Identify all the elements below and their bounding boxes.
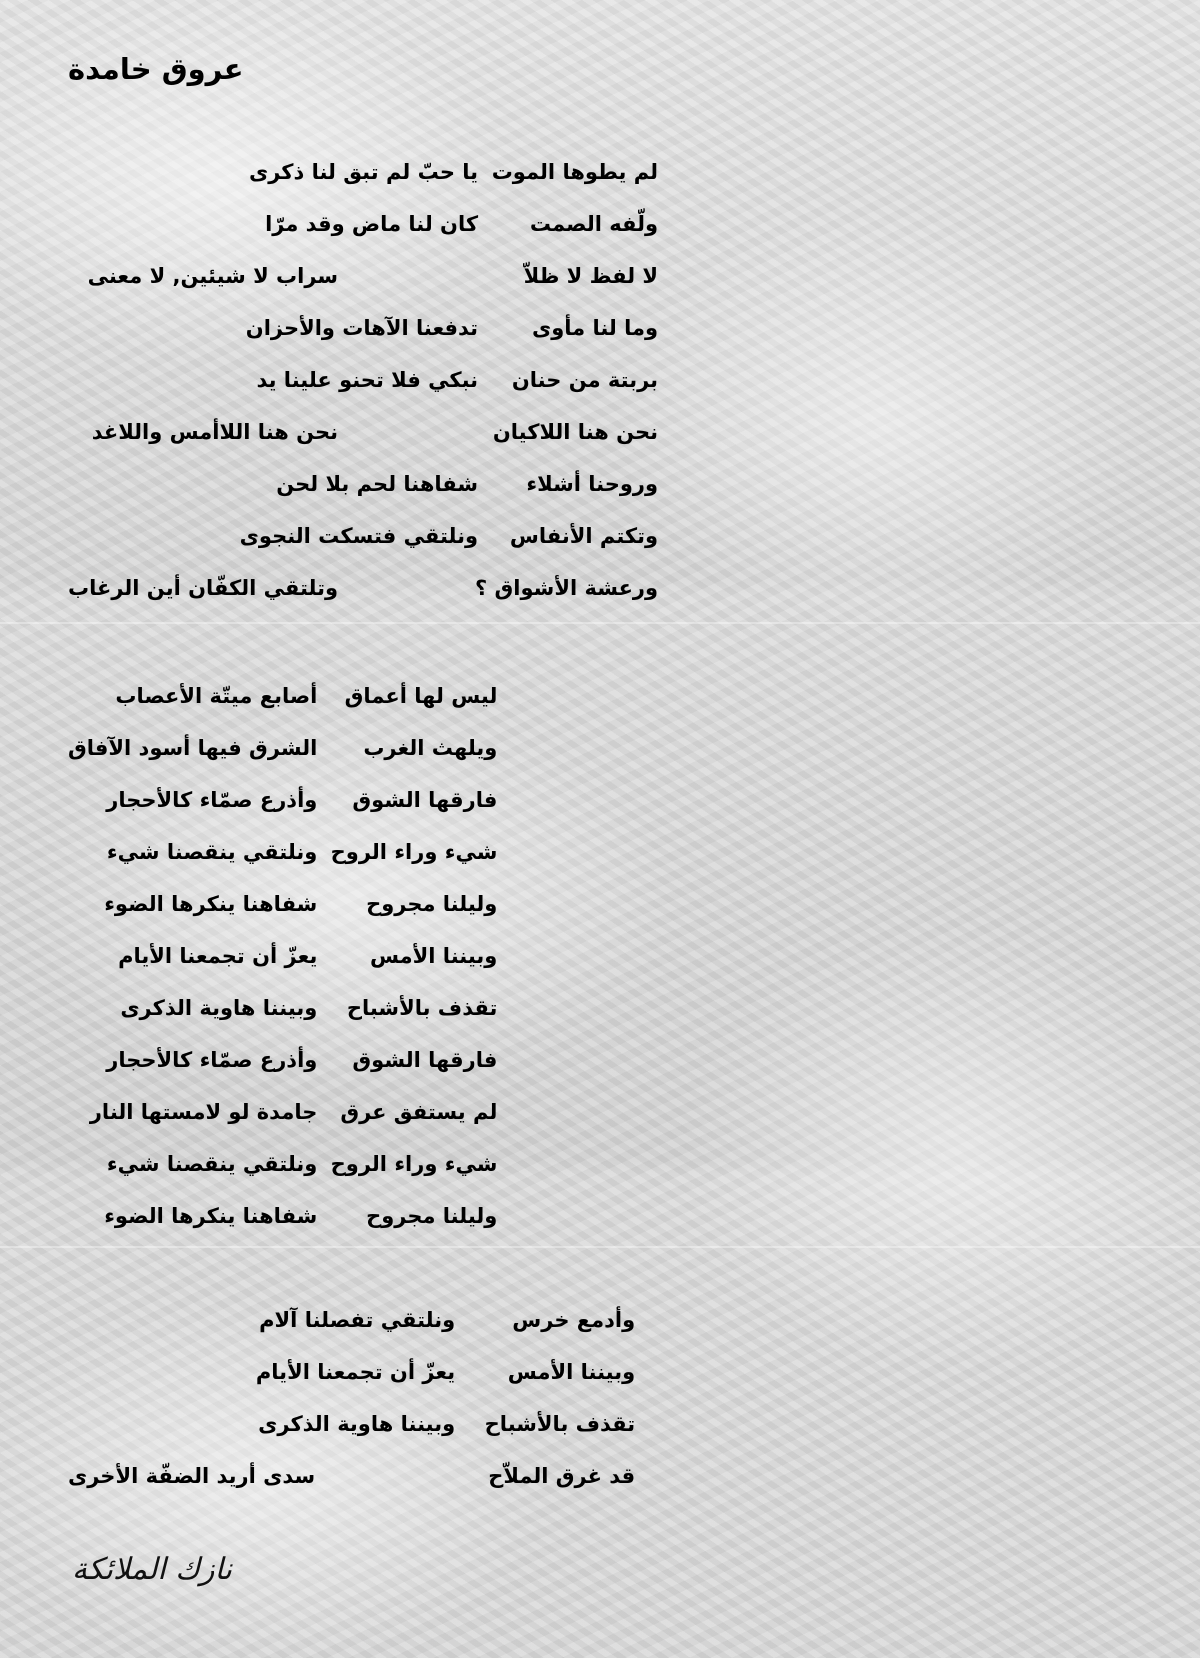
- verse-first-half: لا لفظ لا ظلاّ: [523, 264, 659, 288]
- verse-second-half: وتلتقي الكفّان أين الرغاب: [68, 576, 339, 600]
- verse-line: [68, 1294, 635, 1346]
- verse-line: [68, 826, 497, 878]
- verse-first-half: فارقها الشوق: [352, 1048, 498, 1072]
- verse-line: [68, 250, 658, 302]
- verse-line: [68, 198, 658, 250]
- verse-line: [68, 354, 658, 406]
- verse-first-half: وتكتم الأنفاس: [509, 524, 659, 548]
- verse-line: [68, 510, 658, 562]
- verse-first-half: وما لنا مأوى: [531, 316, 659, 340]
- verse-line: [68, 302, 658, 354]
- verse-line: [68, 982, 497, 1034]
- verse-line: [68, 146, 658, 198]
- verse-second-half: ونلتقي ينقصنا شيء: [106, 840, 318, 864]
- verse-second-half: يعزّ أن تجمعنا الأيام: [118, 944, 318, 968]
- verse-second-half: وبيننا هاوية الذكرى: [258, 1412, 456, 1436]
- verse-second-half: يا حبّ لم تبق لنا ذكرى: [248, 160, 479, 184]
- verse-line: [68, 774, 497, 826]
- verse-first-half: ورعشة الأشواق ؟: [475, 576, 659, 600]
- verse-second-half: ونلتقي ينقصنا شيء: [106, 1152, 318, 1176]
- verse-first-half: وبيننا الأمس: [507, 1360, 636, 1384]
- verse-line: [68, 1346, 635, 1398]
- verse-second-half: نبكي فلا تحنو علينا يد: [256, 368, 479, 392]
- verse-second-half: أصابع ميتّة الأعصاب: [115, 684, 318, 708]
- verse-first-half: قد غرق الملاّح: [488, 1464, 636, 1488]
- verse-line: [68, 878, 497, 930]
- verse-first-half: وبيننا الأمس: [369, 944, 498, 968]
- verse-second-half: كان لنا ماض وقد مرّا: [265, 212, 479, 236]
- verse-second-half: سراب لا شيئين, لا معنى: [87, 264, 339, 288]
- verse-second-half: وأذرع صمّاء كالأحجار: [106, 1048, 318, 1072]
- verse-line: [68, 1034, 497, 1086]
- verse-first-half: وروحنا أشلاء: [526, 472, 659, 496]
- verse-first-half: نحن هنا اللاكيان: [492, 420, 659, 444]
- verse-first-half: لم يستفق عرق: [340, 1100, 498, 1124]
- verse-line: [68, 930, 497, 982]
- background-seam: [0, 622, 1200, 624]
- stanza-1: [68, 146, 658, 614]
- verse-line: [68, 406, 658, 458]
- verse-line: [68, 458, 658, 510]
- verse-second-half: ونلتقي فتسكت النجوى: [239, 524, 479, 548]
- verse-second-half: شفاهنا لحم بلا لحن: [276, 472, 479, 496]
- verse-line: [68, 1450, 635, 1502]
- verse-first-half: شيء وراء الروح: [330, 1152, 498, 1176]
- poem-title: عروق خامدة: [68, 52, 244, 86]
- verse-line: [68, 1086, 497, 1138]
- verse-first-half: تقذف بالأشباح: [346, 996, 498, 1020]
- verse-line: [68, 1398, 635, 1450]
- stanza-2: [68, 670, 497, 1242]
- verse-second-half: تدفعنا الآهات والأحزان: [245, 316, 479, 340]
- verse-first-half: شيء وراء الروح: [330, 840, 498, 864]
- verse-second-half: نحن هنا اللاأمس واللاغد: [91, 420, 339, 444]
- verse-line: [68, 1190, 497, 1242]
- verse-first-half: وليلنا مجروح: [366, 892, 498, 916]
- verse-second-half: يعزّ أن تجمعنا الأيام: [255, 1360, 456, 1384]
- verse-second-half: ونلتقي تفصلنا آلام: [259, 1308, 456, 1332]
- verse-first-half: ليس لها أعماق: [344, 684, 498, 708]
- verse-first-half: تقذف بالأشباح: [484, 1412, 636, 1436]
- verse-second-half: وبيننا هاوية الذكرى: [120, 996, 318, 1020]
- verse-second-half: جامدة لو لامستها النار: [89, 1100, 318, 1124]
- verse-second-half: شفاهنا ينكرها الضوء: [104, 1204, 318, 1228]
- verse-first-half: بربتة من حنان: [511, 368, 659, 392]
- verse-line: [68, 1138, 497, 1190]
- verse-second-half: شفاهنا ينكرها الضوء: [104, 892, 318, 916]
- background-seam: [0, 1246, 1200, 1248]
- poet-signature: نازك الملائكة: [72, 1552, 232, 1587]
- verse-first-half: ويلهث الغرب: [363, 736, 498, 760]
- verse-second-half: الشرق فيها أسود الآفاق: [68, 736, 318, 760]
- verse-line: [68, 562, 658, 614]
- verse-first-half: وأدمع خرس: [512, 1308, 636, 1332]
- verse-line: [68, 670, 497, 722]
- verse-first-half: لم يطوها الموت: [491, 160, 659, 184]
- verse-first-half: ولّفه الصمت: [529, 212, 659, 236]
- verse-first-half: وليلنا مجروح: [366, 1204, 498, 1228]
- verse-second-half: وأذرع صمّاء كالأحجار: [106, 788, 318, 812]
- verse-second-half: سدى أريد الضفّة الأخرى: [68, 1464, 316, 1488]
- verse-first-half: فارقها الشوق: [352, 788, 498, 812]
- verse-line: [68, 722, 497, 774]
- stanza-3: [68, 1294, 635, 1502]
